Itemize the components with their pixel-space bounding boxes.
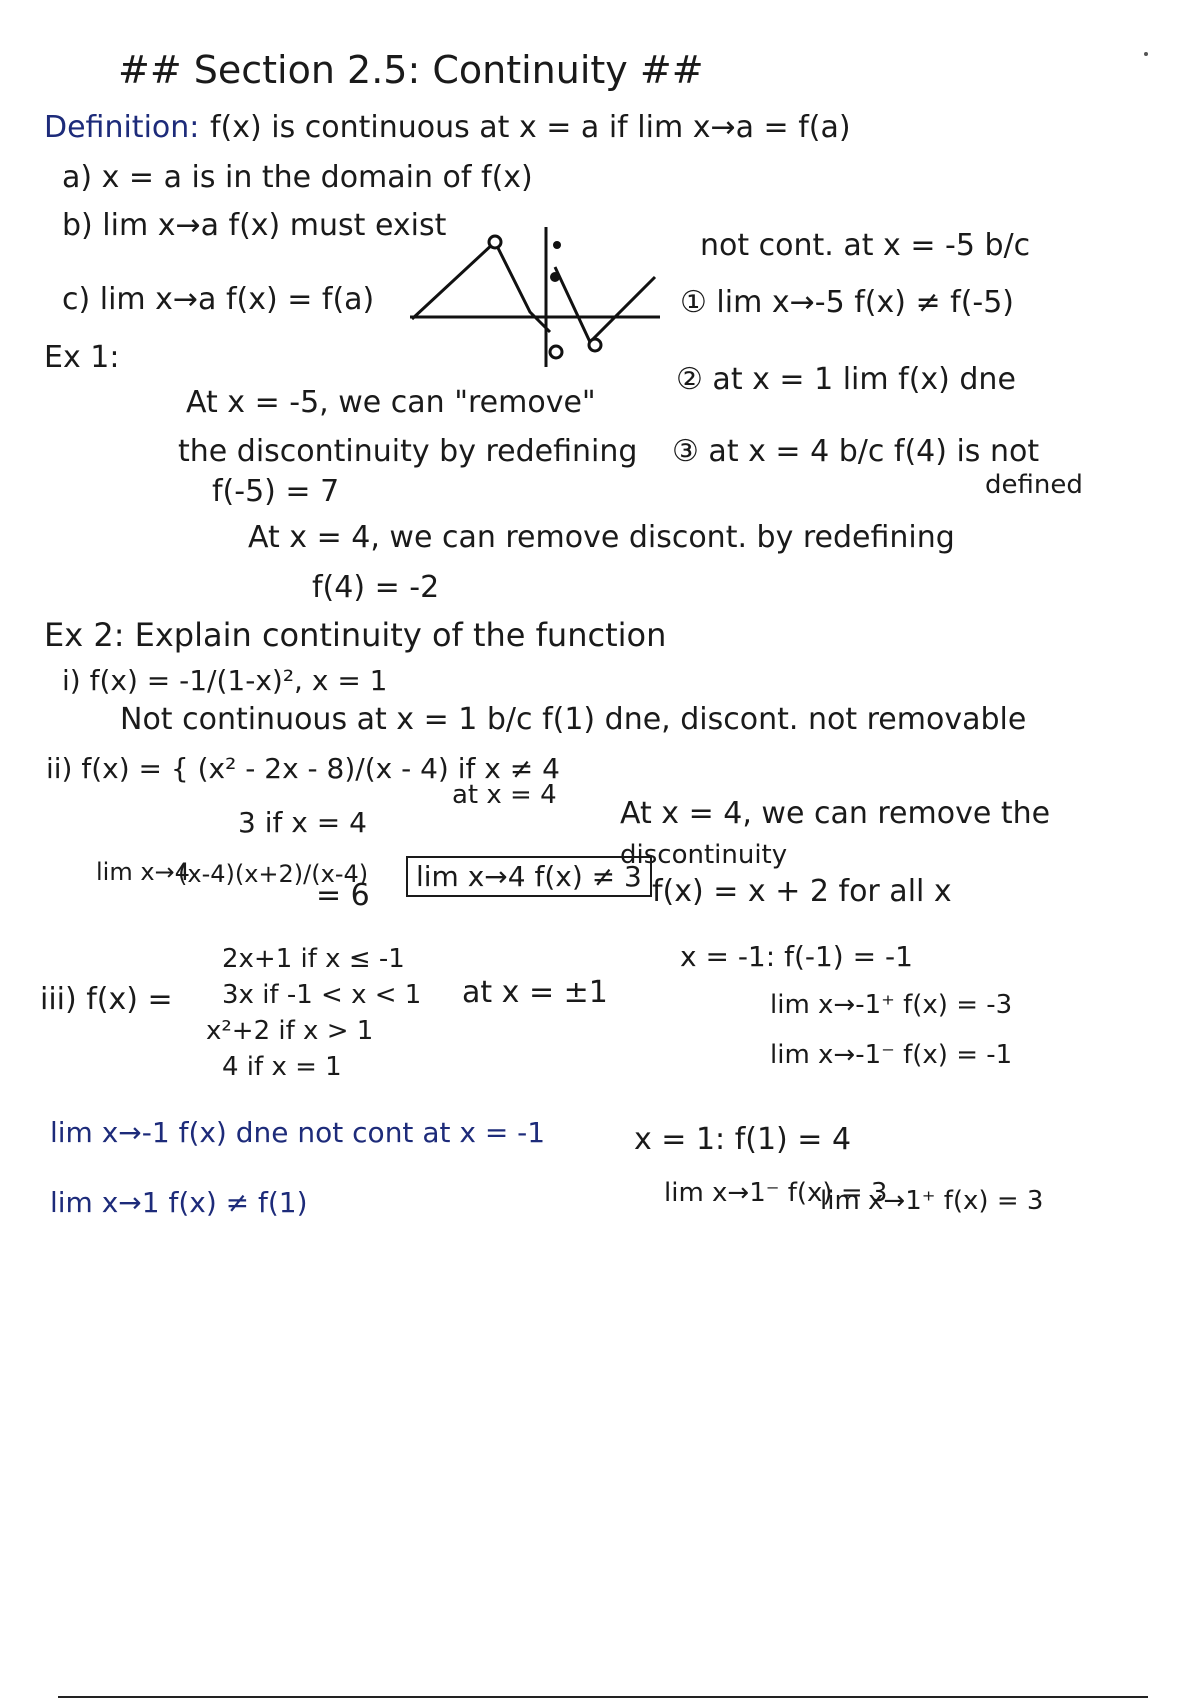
ex2-ii-at: at x = 4: [452, 780, 557, 810]
ex2-iii-case2: 3x if -1 < x < 1: [222, 980, 422, 1010]
ex2-ii-lim-label: lim x→4: [96, 858, 190, 886]
page-bottom-rule: [58, 1696, 1148, 1698]
ex2-ii-case2: 3 if x = 4: [238, 806, 367, 839]
graph-curve-right: [555, 267, 655, 342]
ex2-iii-left2: lim x→1 f(x) ≠ f(1): [50, 1186, 308, 1219]
ex1-f-neg5: f(-5) = 7: [212, 474, 340, 509]
ex2-iii-case3: x²+2 if x > 1: [206, 1016, 374, 1046]
ex2-iii-case4: 4 if x = 1: [222, 1052, 342, 1082]
ex2-iii-right4: x = 1: f(1) = 4: [634, 1122, 852, 1157]
ex1-label: Ex 1:: [44, 340, 120, 375]
ex1-remove2: the discontinuity by redefining: [178, 434, 638, 469]
filled-point-top: [553, 241, 561, 249]
ex2-iii-right2: lim x→-1⁺ f(x) = -3: [770, 990, 1013, 1020]
ex2-iii-right1: x = -1: f(-1) = -1: [680, 940, 913, 973]
definition-label: Definition:: [44, 110, 200, 145]
ex2-ii-remove1: At x = 4, we can remove the: [620, 796, 1051, 831]
ex2-ii-remove2: discontinuity: [620, 840, 788, 870]
ex2-label: Ex 2: Explain continuity of the function: [44, 616, 667, 654]
ex2-iii-right3: lim x→-1⁻ f(x) = -1: [770, 1040, 1013, 1070]
ex2-iii-right6: lim x→1⁺ f(x) = 3: [820, 1186, 1044, 1216]
ex1-note4: ③ at x = 4 b/c f(4) is not: [672, 434, 1040, 469]
page-title: ## Section 2.5: Continuity ##: [118, 48, 704, 92]
open-point-bottom: [550, 346, 562, 358]
ex1-note2: ① lim x→-5 f(x) ≠ f(-5): [680, 285, 1015, 320]
ex2-ii-eq6: = 6: [316, 878, 370, 913]
ex2-i-func: i) f(x) = -1/(1-x)², x = 1: [62, 664, 388, 697]
ex2-ii-func: ii) f(x) = { (x² - 2x - 8)/(x - 4) if x ≠ 4: [46, 752, 560, 785]
condition-a: a) x = a is in the domain of f(x): [62, 160, 533, 195]
ex2-ii-remove3: f(x) = x + 2 for all x: [652, 874, 952, 909]
ex1-graph: [400, 222, 665, 372]
ex1-defined: defined: [985, 470, 1083, 500]
condition-c: c) lim x→a f(x) = f(a): [62, 282, 375, 317]
ex2-iii-case1: 2x+1 if x ≤ -1: [222, 944, 405, 974]
ex1-remove1: At x = -5, we can "remove": [186, 385, 596, 420]
ex1-remove3: At x = 4, we can remove discont. by redefining: [248, 520, 955, 555]
ex2-iii-at: at x = ±1: [462, 975, 608, 1010]
ex2-i-answer: Not continuous at x = 1 b/c f(1) dne, discont. not removable: [120, 702, 1027, 737]
page-speck: [1144, 52, 1148, 56]
open-point-left: [489, 236, 501, 248]
ex1-note1: not cont. at x = -5 b/c: [700, 228, 1031, 263]
ex1-f4: f(4) = -2: [312, 570, 440, 605]
open-point-right: [589, 339, 601, 351]
ex2-iii-func: iii) f(x) =: [40, 982, 173, 1017]
ex2-iii-left1: lim x→-1 f(x) dne not cont at x = -1: [50, 1116, 546, 1149]
ex2-ii-lim-expr: (x-4)(x+2)/(x-4): [178, 860, 369, 888]
ex1-note3: ② at x = 1 lim f(x) dne: [676, 362, 1016, 397]
filled-point-mid: [550, 272, 560, 282]
definition-text: f(x) is continuous at x = a if lim x→a = f(a): [210, 110, 851, 145]
condition-b: b) lim x→a f(x) must exist: [62, 208, 447, 243]
ex2-ii-boxed-limit: lim x→4 f(x) ≠ 3: [406, 856, 652, 897]
ex2-iii-right5: lim x→1⁻ f(x) = 3: [664, 1178, 888, 1208]
